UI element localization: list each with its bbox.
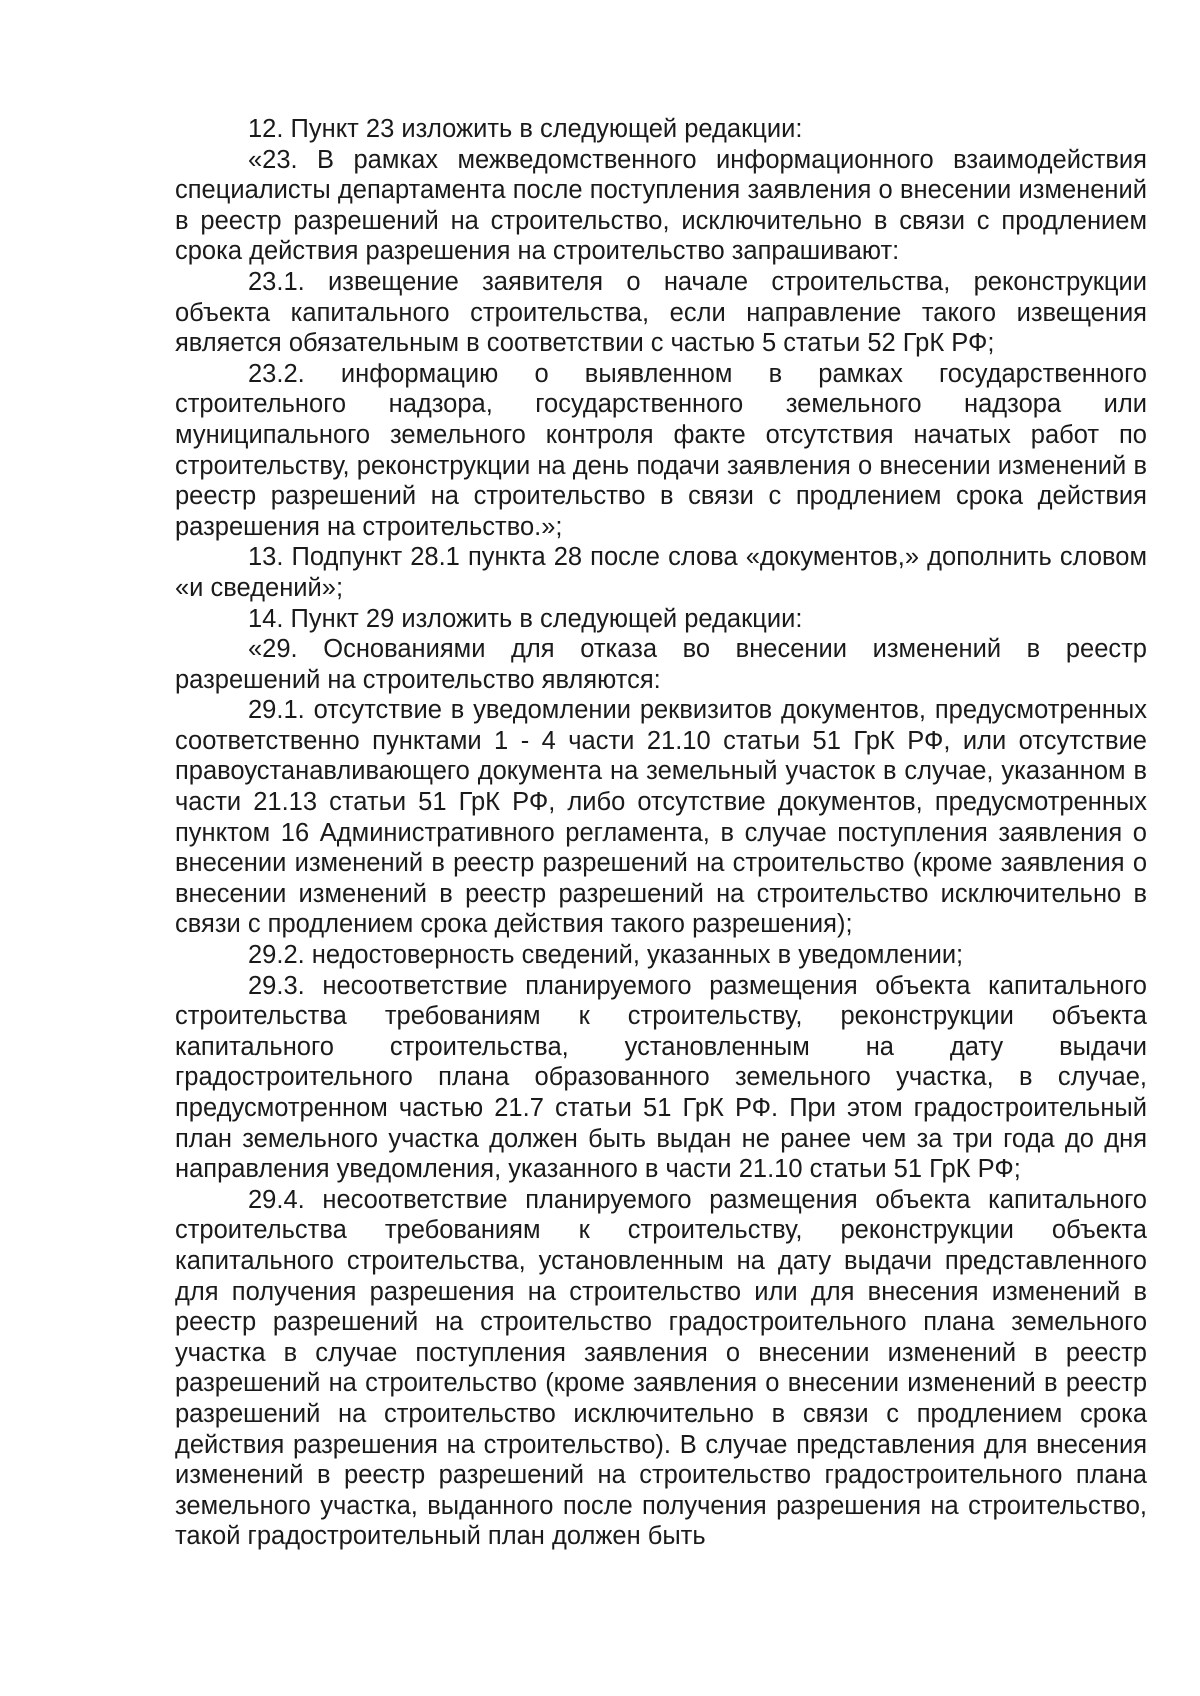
paragraph-subpoint-23-1: 23.1. извещение заявителя о начале строительства, реконструкции объекта капитального строительства, если направление такого извещения является обязательным в соответствии с частью 5 статьи 52 ГрК РФ; — [175, 267, 1147, 358]
paragraph-subpoint-29-4: 29.4. несоответствие планируемого размещения объекта капитального строительства требованиям к строительству, реконструкции объекта капитального строительства, установленным на дату выдачи представленного для получения разрешения на строительство или для внесения изменений в реестр разрешений на строительство градостроительного плана земельного участка в случае поступления заявления о внесении изменений в реестр разрешений на строительство (кроме заявления о внесении изменений в реестр разрешений на строительство исключительно в связи с продлением срока действия разрешения на строительство). В случае представления для внесения изменений в реестр разрешений на строительство градостроительного плана земельного участка, выданного после получения разрешения на строительство, такой градостроительный план должен быть — [175, 1185, 1147, 1551]
paragraph-point-23: «23. В рамках межведомственного информационного взаимодействия специалисты департамента после поступления заявления о внесении изменений в реестр разрешений на строительство, исключительно в связи с продлением срока действия разрешения на строительство запрашивают: — [175, 145, 1147, 266]
document-page — [175, 114, 1147, 1552]
paragraph-item-12: 12. Пункт 23 изложить в следующей редакции: — [248, 115, 803, 143]
paragraph-item-13: 13. Подпункт 28.1 пункта 28 после слова «документов,» дополнить словом «и сведений»; — [175, 543, 1147, 602]
paragraph-subpoint-23-2: 23.2. информацию о выявленном в рамках государственного строительного надзора, государственного земельного надзора или муниципального земельного контроля факте отсутствия начатых работ по строительству, реконструкции на день подачи заявления о внесении изменений в реестр разрешений на строительство в связи с продлением срока действия разрешения на строительство.»; — [175, 359, 1147, 541]
paragraph-item-14: 14. Пункт 29 изложить в следующей редакции: — [248, 604, 803, 633]
paragraph-point-29: «29. Основаниями для отказа во внесении изменений в реестр разрешений на строительство являются: — [175, 635, 1147, 694]
paragraph-subpoint-29-1: 29.1. отсутствие в уведомлении реквизитов документов, предусмотренных соответственно пунктами 1 - 4 части 21.10 статьи 51 ГрК РФ, или отсутствие правоустанавливающего документа на земельный участок в случае, указанном в части 21.13 статьи 51 ГрК РФ, либо отсутствие документов, предусмотренных пунктом 16 Административного регламента, в случае поступления заявления о внесении изменений в реестр разрешений на строительство (кроме заявления о внесении изменений в реестр разрешений на строительство исключительно в связи с продлением срока действия такого разрешения); — [175, 696, 1147, 939]
paragraph-subpoint-29-2: 29.2. недостоверность сведений, указанных в уведомлении; — [248, 941, 964, 970]
paragraph-subpoint-29-3: 29.3. несоответствие планируемого размещения объекта капитального строительства требованиям к строительству, реконструкции объекта капитального строительства, установленным на дату выдачи градостроительного плана образованного земельного участка, в случае, предусмотренном частью 21.7 статьи 51 ГрК РФ. При этом градостроительный план земельного участка должен быть выдан не ранее чем за три года до дня направления уведомления, указанного в части 21.10 статьи 51 ГрК РФ; — [175, 971, 1147, 1184]
